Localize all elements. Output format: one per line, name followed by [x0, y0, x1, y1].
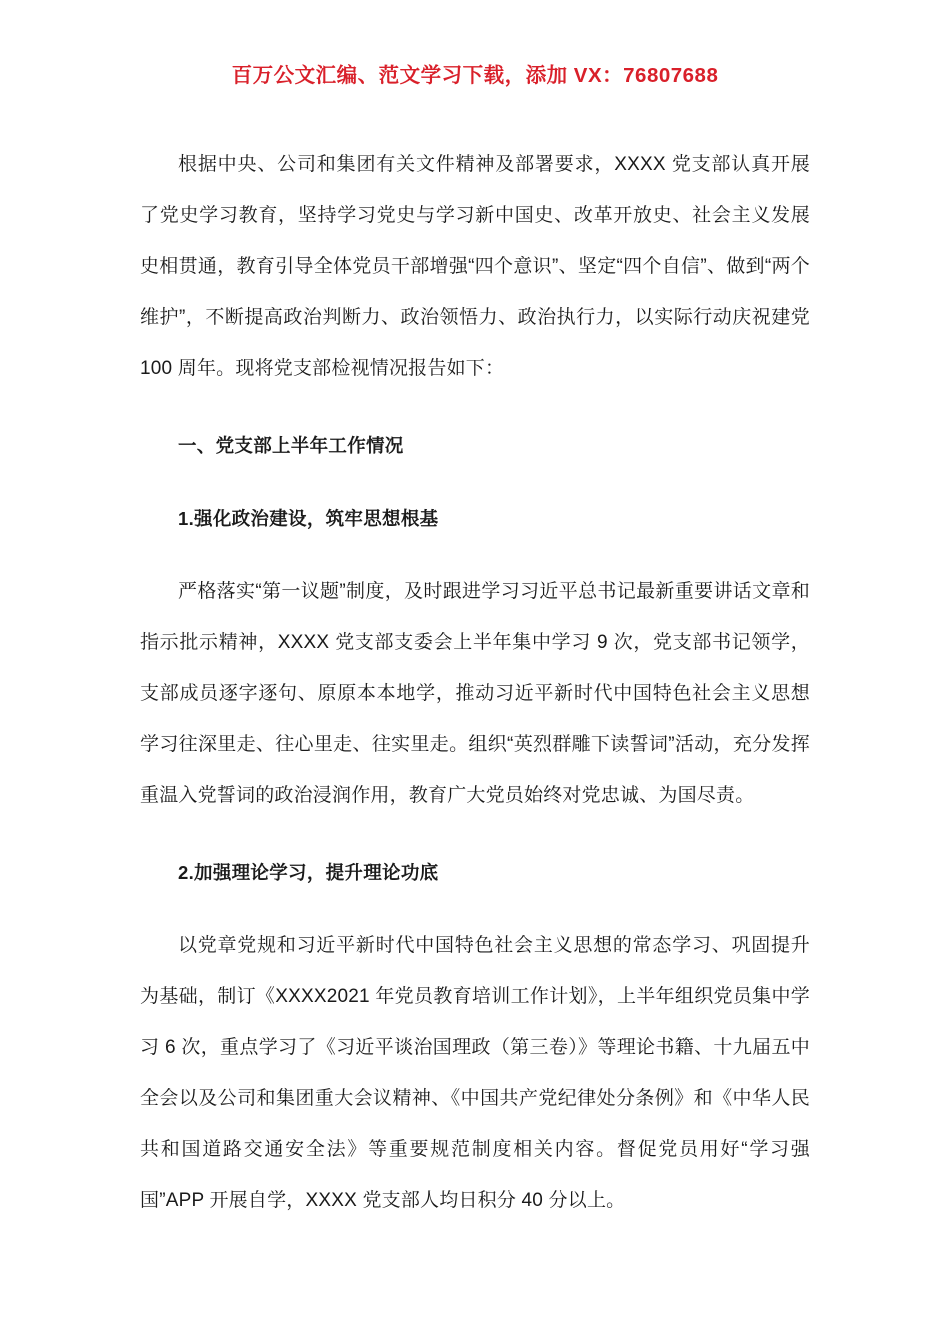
- subsection-heading-1: 1.强化政治建设，筑牢思想根基: [178, 507, 439, 529]
- section-heading-one: 一、党支部上半年工作情况: [178, 434, 404, 456]
- spacer: [140, 544, 810, 566]
- document-body: [140, 139, 810, 1226]
- intro-paragraph: 根据中央、公司和集团有关文件精神及部署要求，XXXX 党支部认真开展了党史学习教育，坚持学习党史与学习新中国史、改革开放史、社会主义发展史相贯通，教育引导全体党员干部增强“四个意识”、坚定“四个自信”、做到“两个维护”，不断提高政治判断力、政治领悟力、政治执行力，以实际行动庆祝建党 100 周年。现将党支部检视情况报告如下：: [140, 153, 810, 379]
- paragraph-political-construction: 严格落实“第一议题”制度，及时跟进学习习近平总书记最新重要讲话文章和指示批示精神，XXXX 党支部支委会上半年集中学习 9 次，党支部书记领学，支部成员逐字逐句、原原本本地学，推动习近平新时代中国特色社会主义思想学习往深里走、往心里走、往实里走。组织“英烈群雕下读誓词”活动，充分发挥重温入党誓词的政治浸润作用，教育广大党员始终对党忠诚、为国尽责。: [140, 580, 810, 806]
- spacer: [140, 821, 810, 847]
- promo-banner: 百万公文汇编、范文学习下载，添加 VX：76807688: [231, 64, 719, 87]
- subsection-heading-2: 2.加强理论学习，提升理论功底: [178, 861, 439, 883]
- spacer: [140, 471, 810, 493]
- paragraph-theory-study: 以党章党规和习近平新时代中国特色社会主义思想的常态学习、巩固提升为基础，制订《XXXX2021 年党员教育培训工作计划》，上半年组织党员集中学习 6 次，重点学习了《习近平谈治国理政（第三卷）》等理论书籍、十九届五中全会以及公司和集团重大会议精神、《中国共产党纪律处分条例》和《中华人民共和国道路交通安全法》等重要规范制度相关内容。督促党员用好“学习强国”APP 开展自学，XXXX 党支部人均日积分 40 分以上。: [140, 934, 810, 1211]
- spacer: [140, 898, 810, 920]
- spacer: [140, 394, 810, 420]
